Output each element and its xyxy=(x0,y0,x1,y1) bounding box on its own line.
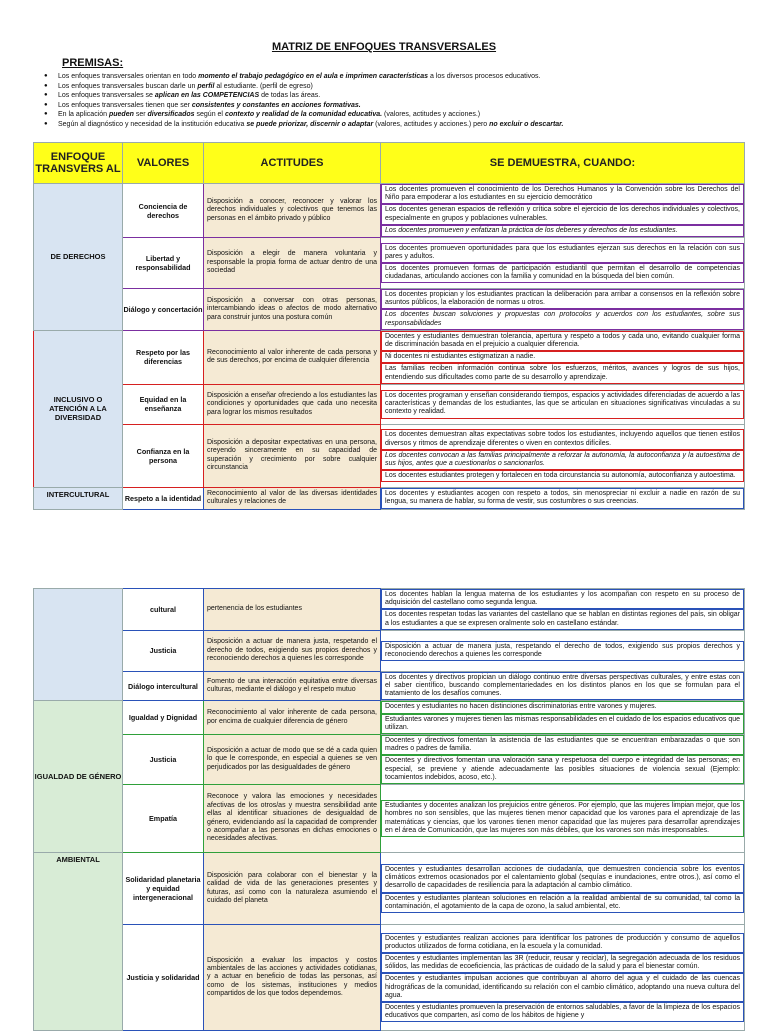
premisa-text: al estudiante. (perfil de egreso) xyxy=(214,82,313,90)
header-actitudes: ACTITUDES xyxy=(204,143,381,184)
premisas-list xyxy=(44,72,744,130)
enfoque-igualdad: IGUALDAD DE GÉNERO xyxy=(34,701,123,853)
demuestra-item: Los docentes y directivos propician un diálogo continuo entre diversas perspectivas culturales, y entre estas con el saber científico, buscando complementariedades en los distintos planos en los que se formulan para el tratamiento de los desafíos comunes. xyxy=(381,672,744,701)
demuestra-item: Docentes y directivos fomentan la asistencia de las estudiantes que se encuentran embarazadas o que son madres o padres de familia. xyxy=(381,735,744,755)
premisa-emphasis: pueden xyxy=(108,111,134,119)
valor-cell: Justicia xyxy=(123,630,204,671)
demuestra-cell xyxy=(381,630,745,671)
demuestra-item: Los docentes convocan a las familias principalmente a reforzar la autonomía, la autoconfianza y la autoestima de sus hijos, antes que a cuestionarlos o sancionarlos. xyxy=(381,450,744,470)
demuestra-cell xyxy=(381,589,745,631)
demuestra-cell xyxy=(381,184,745,238)
premisa-text: (valores, actitudes y acciones.) pero xyxy=(373,120,490,128)
premisa-emphasis: aplican en las COMPETENCIAS xyxy=(154,92,260,100)
enfoque-ambiental: AMBIENTAL xyxy=(34,853,123,1031)
demuestra-cell xyxy=(381,925,745,1031)
premisa-emphasis: no excluir o descartar. xyxy=(489,120,564,128)
demuestra-item: Estudiantes y docentes analizan los prejuicios entre géneros. Por ejemplo, que las mujeres limpian mejor, que los hombres no son sensibles, que las mujeres tienen menor capacidad que los varones para el aprendizaje de las matemáticas y ciencias, que los varones tienen menor capacidad que las mujeres para desarrollar aprendizajes en el área de Comunicación, que las mujeres son más débiles, que los varones son más irresponsables. xyxy=(381,800,744,837)
demuestra-item: Las familias reciben información continua sobre los esfuerzos, méritos, avances y logros de sus hijos, entendiendo sus dificultades como parte de su desarrollo y aprendizaje. xyxy=(381,363,744,383)
valor-cell: Justicia xyxy=(123,735,204,785)
demuestra-item: Disposición a actuar de manera justa, respetando el derecho de todos, exigiendo sus propios derechos y reconociendo derechos a quienes les corresponde xyxy=(381,641,744,661)
demuestra-item: Los docentes promueven y enfatizan la práctica de los deberes y derechos de los estudiantes. xyxy=(381,225,744,237)
demuestra-item: Los docentes promueven el conocimiento de los Derechos Humanos y la Convención sobre los Derechos del Niño para empoderar a los estudiantes en su ejercicio democrático xyxy=(381,184,744,204)
premisa-text: (valores, actitudes y acciones.) xyxy=(382,111,481,119)
enfoque-intercultural: INTERCULTURAL xyxy=(34,487,123,509)
demuestra-item: Los docentes generan espacios de reflexión y crítica sobre el ejercicio de los derechos individuales y colectivos, especialmente en grupos y poblaciones vulnerables. xyxy=(381,204,744,224)
premisa-emphasis: perfil xyxy=(197,82,215,90)
matrix-table-1 xyxy=(33,142,745,510)
valor-cell: Equidad en la enseñanza xyxy=(123,384,204,424)
actitud-cell: Disposición a enseñar ofreciendo a los estudiantes las condiciones y oportunidades que cada uno necesita para lograr los mismos resultados xyxy=(204,384,381,424)
actitud-cell: Disposición a depositar expectativas en una persona, creyendo sinceramente en su capacidad de superación y crecimiento por sobre cualquier circunstancia xyxy=(204,424,381,487)
demuestra-cell xyxy=(381,671,745,701)
demuestra-item: Docentes y estudiantes promueven la preservación de entornos saludables, a favor de la limpieza de los espacios educativos que comparten, así como de los hábitos de higiene y xyxy=(381,1002,744,1022)
actitud-cell: Disposición a actuar de modo que se dé a cada quien lo que le corresponde, en especial a quienes se ven perjudicados por las desigualdades de género xyxy=(204,735,381,785)
demuestra-item: Los docentes buscan soluciones y propuestas con protocolos y acuerdos con los estudiantes, sobre sus responsabilidades xyxy=(381,309,744,329)
actitud-cell: Reconocimiento al valor de las diversas identidades culturales y relaciones de xyxy=(204,487,381,509)
enfoque-intercultural-cont xyxy=(34,589,123,701)
demuestra-cell xyxy=(381,487,745,509)
premisa-emphasis: diversificados xyxy=(147,111,195,119)
premisa-text: Los enfoques transversales buscan darle un xyxy=(58,82,198,90)
header-valores: VALORES xyxy=(123,143,204,184)
demuestra-item: Los docentes programan y enseñan considerando tiempos, espacios y actividades diferenciadas de acuerdo a las características y demandas de los estudiantes, las que se articulan en situaciones significativas vinculadas a su contexto y realidad. xyxy=(381,390,744,419)
actitud-cell: Reconoce y valora las emociones y necesidades afectivas de los otros/as y muestra sensibilidad ante ellas al identificar situaciones de desigualdad de género, evidenciando así la capacidad de comprender o acompañar a las personas en dichas emociones o necesidades afectivas. xyxy=(204,785,381,853)
demuestra-item: Los docentes respetan todas las variantes del castellano que se hablan en distintas regiones del país, sin obligar a los estudiantes a que se expresen oralmente solo en castellano estándar. xyxy=(381,609,744,629)
matrix-table-2 xyxy=(33,588,745,1031)
premisa-text: ser xyxy=(133,111,148,119)
valor-cell: Diálogo intercultural xyxy=(123,671,204,701)
actitud-cell: Disposición a conversar con otras personas, intercambiando ideas o afectos de modo alternativo para construir juntos una postura común xyxy=(204,289,381,331)
demuestra-cell xyxy=(381,424,745,487)
premisa-text: Los enfoques transversales tienen que ser xyxy=(58,101,192,109)
demuestra-item: Los docentes promueven oportunidades para que los estudiantes ejerzan sus derechos en la relación con sus pares y adultos. xyxy=(381,243,744,263)
demuestra-item: Los docentes y estudiantes acogen con respeto a todos, sin menospreciar ni excluir a nadie en razón de su lengua, su manera de hablar, su forma de vestir, sus costumbres o sus creencias. xyxy=(381,488,744,508)
premisa-emphasis: se puede priorizar, discernir o adaptar xyxy=(246,120,374,128)
premisa-emphasis: contexto y realidad de la comunidad educativa. xyxy=(224,111,383,119)
premisa-emphasis: consistentes y constantes en acciones formativas. xyxy=(191,101,361,109)
demuestra-item: Los docentes promueven formas de participación estudiantil que permitan el desarrollo de competencias ciudadanas, articulando acciones con la familia y comunidad en la búsqueda del bien común. xyxy=(381,263,744,283)
valor-cell: cultural xyxy=(123,589,204,631)
demuestra-cell xyxy=(381,238,745,289)
demuestra-item: Los docentes hablan la lengua materna de los estudiantes y los acompañan con respeto en su proceso de adquisición del castellano como segunda lengua. xyxy=(381,589,744,609)
actitud-cell: Disposición a elegir de manera voluntaria y responsable la propia forma de actuar dentro de una sociedad xyxy=(204,238,381,289)
demuestra-item: Docentes y estudiantes no hacen distinciones discriminatorias entre varones y mujeres. xyxy=(381,701,744,713)
valor-cell: Conciencia de derechos xyxy=(123,184,204,238)
valor-cell: Justicia y solidaridad xyxy=(123,925,204,1031)
actitud-cell: Fomento de una interacción equitativa entre diversas culturas, mediante el diálogo y el respeto mutuo xyxy=(204,671,381,701)
actitud-cell: Disposición a evaluar los impactos y costos ambientales de las acciones y actividades cotidianas, y a actuar en beneficio de todas las personas, así como de los sistemas, instituciones y medios compartidos de los que todos dependemos. xyxy=(204,925,381,1031)
demuestra-item: Docentes y estudiantes realizan acciones para identificar los patrones de producción y consumo de aquellos productos utilizados de forma cotidiana, en la escuela y la comunidad. xyxy=(381,933,744,953)
demuestra-cell xyxy=(381,785,745,853)
valor-cell: Respeto a la identidad xyxy=(123,487,204,509)
premisa-item xyxy=(44,110,744,120)
valor-cell: Solidaridad planetaria y equidad intergeneracional xyxy=(123,853,204,925)
demuestra-cell xyxy=(381,853,745,925)
header-enfoque: ENFOQUE TRANSVERS AL xyxy=(34,143,123,184)
valor-cell: Respeto por las diferencias xyxy=(123,330,204,384)
premisa-text: según el xyxy=(194,111,225,119)
premisa-item xyxy=(44,72,744,82)
premisa-text: Los enfoques transversales orientan en todo xyxy=(58,73,199,80)
valor-cell: Confianza en la persona xyxy=(123,424,204,487)
enfoque-inclusivo: INCLUSIVO O ATENCIÓN A LA DIVERSIDAD xyxy=(34,330,123,487)
valor-cell: Libertad y responsabilidad xyxy=(123,238,204,289)
demuestra-item: Los docentes estudiantes protegen y fortalecen en toda circunstancia su autonomía, autoconfianza y autoestima. xyxy=(381,470,744,482)
demuestra-item: Los docentes propician y los estudiantes practican la deliberación para arribar a consensos en la reflexión sobre asuntos públicos, la elaboración de normas u otros. xyxy=(381,289,744,309)
actitud-cell: pertenencia de los estudiantes xyxy=(204,589,381,631)
actitud-cell: Reconocimiento al valor inherente de cada persona, por encima de cualquier diferencia de género xyxy=(204,701,381,735)
demuestra-item: Docentes y estudiantes demuestran tolerancia, apertura y respeto a todos y cada uno, evitando cualquier forma de discriminación basada en el prejuicio a cualquier diferencia. xyxy=(381,331,744,351)
demuestra-cell xyxy=(381,289,745,331)
actitud-cell: Disposición para colaborar con el bienestar y la calidad de vida de las generaciones presentes y futuras, así como con la naturaleza asumiendo el cuidado del planeta xyxy=(204,853,381,925)
demuestra-cell xyxy=(381,701,745,735)
valor-cell: Diálogo y concertación xyxy=(123,289,204,331)
demuestra-item: Los docentes demuestran altas expectativas sobre todos los estudiantes, incluyendo aquellos que tienen estilos diversos y ritmos de aprendizaje diferentes o viven en contextos difíciles. xyxy=(381,429,744,449)
enfoque-derechos: DE DERECHOS xyxy=(34,184,123,331)
header-demuestra: SE DEMUESTRA, CUANDO: xyxy=(381,143,745,184)
demuestra-item: Estudiantes varones y mujeres tienen las mismas responsabilidades en el cuidado de los espacios educativos que utilizan. xyxy=(381,714,744,734)
demuestra-item: Docentes y estudiantes impulsan acciones que contribuyan al ahorro del agua y el cuidado de las cuencas hidrográficas de la comunidad, identificando su relación con el cambio climático, adoptando una nueva cultura del agua. xyxy=(381,973,744,1002)
premisa-text: a los diversos procesos educativos. xyxy=(428,73,541,80)
demuestra-cell xyxy=(381,384,745,424)
premisa-item xyxy=(44,101,744,111)
actitud-cell: Disposición a actuar de manera justa, respetando el derecho de todos, exigiendo sus propios derechos y reconociendo derechos a quienes les corresponde xyxy=(204,630,381,671)
premisa-text: En la aplicación xyxy=(58,111,109,119)
demuestra-item: Ni docentes ni estudiantes estigmatizan a nadie. xyxy=(381,351,744,363)
demuestra-item: Docentes y estudiantes desarrollan acciones de ciudadanía, que demuestren conciencia sobre los eventos climáticos extremos ocasionados por el calentamiento global (sequías e inundaciones, entre otros.), así como el desarrollo de capacidades de resiliencia para la adaptación al cambio climático. xyxy=(381,864,744,893)
page-title: MATRIZ DE ENFOQUES TRANSVERSALES xyxy=(271,41,497,53)
premisa-text: Los enfoques transversales se xyxy=(58,92,155,100)
demuestra-item: Docentes y estudiantes implementan las 3R (reducir, reusar y reciclar), la segregación adecuada de los residuos sólidos, las medidas de ecoeficiencia, las prácticas de cuidado de la salud y para el bienestar común. xyxy=(381,953,744,973)
premisa-text: Según al diagnóstico y necesidad de la institución educativa xyxy=(58,120,247,128)
valor-cell: Empatía xyxy=(123,785,204,853)
premisa-text: de todas las áreas. xyxy=(259,92,321,100)
premisa-item xyxy=(44,91,744,101)
demuestra-cell xyxy=(381,330,745,384)
demuestra-item: Docentes y directivos fomentan una valoración sana y respetuosa del cuerpo e integridad de las personas; en especial, se previene y atiende adecuadamente las posibles situaciones de violencia sexual (Ejemplo: tocamientos indebidos, acoso, etc.). xyxy=(381,755,744,784)
demuestra-item: Docentes y estudiantes plantean soluciones en relación a la realidad ambiental de su comunidad, tal como la contaminación, el agotamiento de la capa de ozono, la salud ambiental, etc. xyxy=(381,893,744,913)
premisa-emphasis: momento el trabajo pedagógico en el aula e imprimen características xyxy=(198,73,429,80)
premisas-heading: PREMISAS: xyxy=(62,57,124,69)
premisa-item xyxy=(44,82,744,92)
valor-cell: Igualdad y Dignidad xyxy=(123,701,204,735)
demuestra-cell xyxy=(381,735,745,785)
actitud-cell: Disposición a conocer, reconocer y valorar los derechos individuales y colectivos que tenemos las personas en el ámbito privado y público xyxy=(204,184,381,238)
premisa-item xyxy=(44,120,744,130)
actitud-cell: Reconocimiento al valor inherente de cada persona y de sus derechos, por encima de cualquier diferencia xyxy=(204,330,381,384)
